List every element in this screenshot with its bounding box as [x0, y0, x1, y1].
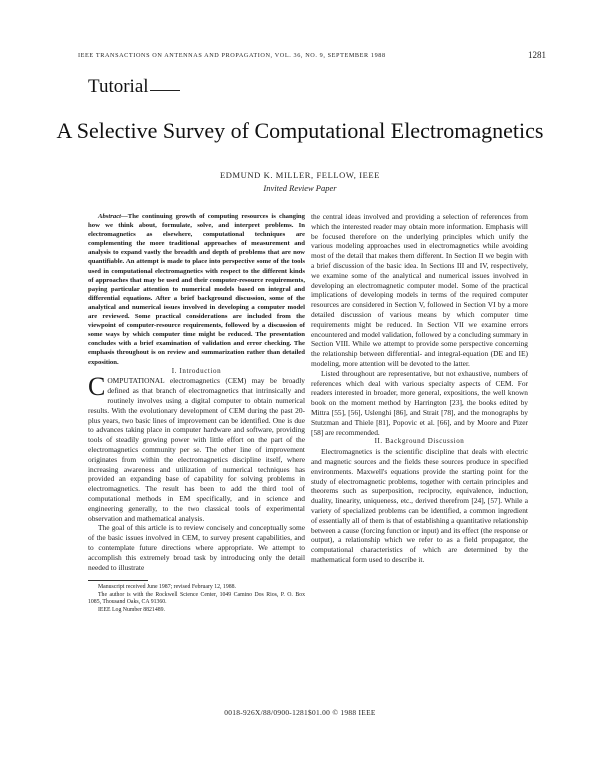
intro-paragraph-2: The goal of this article is to review concisely and conceptually some of the basic issues involved in CEM, to survey present capabilities, and to contemplate future directions where appropriate. We attempt to accomplish this extremely broad task by introducing only the detail needed to illustrate	[88, 523, 305, 572]
right-paragraph-2: Listed throughout are representative, but not exhaustive, numbers of references which deal with various specialty aspects of CEM. For readers interested in broader, more general, expositions, the well known book on the moment method by Harrington [23], the books edited by Mittra [55], [56], Uslenghi [86], and Strait [78], and the monographs by Stutzman and Thiele [81], Popovic et al. [66], and by Moore and Pizer [58] are recommended.	[311, 368, 528, 437]
footnote-rule	[88, 580, 148, 581]
intro-paragraph-1	[88, 372, 305, 523]
intro-paragraph-1-text: OMPUTATIONAL electromagnetics (CEM) may be broadly defined as that branch of electromagnetics that intrinsically and routinely involves using a digital computer to obtain numerical results. With the evolutionary development of CEM during the past 20-plus years, two basic lines of improvement can be identified. One is due to advances taking place in computer hardware and software, providing tools of steadily growing power with little effort on the part of the electromagnetics community per se. The other line of improvement originates from within the electromagnetics discipline itself, where increasing awareness and utilization of numerical techniques has provided an expanding base of capability for solving problems in electromagnetics. The result has been to add the third tool of computational methods in EM specifically, and in science and engineering generally, to the two classical tools of experimental observation and mathematical analysis.	[88, 376, 305, 523]
right-column	[311, 212, 528, 565]
left-column	[88, 212, 305, 614]
intro-heading: I. Introduction	[171, 366, 222, 375]
page-number: 1281	[528, 50, 546, 60]
right-paragraph-1: the central ideas involved and providing a selection of references from which the interested reader may obtain more information. Emphasis will be focused therefore on the underlying principles which unify the various modeling approaches used in electromagnetics while avoiding most of the detail that makes them different. In Section II we begin with a brief discussion of the basic idea. In Sections III and IV, respectively, we examine some of the analytical and numerical issues involved in developing an electromagnetic computer model. Some of the practical implications of developing models in terms of the required computer resources are considered in Section V, followed in Section VI by a more detailed discussion of various means by which computer time requirements might be reduced. In Section VII we examine errors encountered and model validation, followed by a concluding summary in Section VIII. While we attempt to provide some perspective concerning the relationship between differential- and integral-equation (DE and IE) modeling, more attention will be devoted to the latter.	[311, 212, 528, 368]
section-label: Tutorial	[88, 76, 149, 97]
copyright-line: 0018-926X/88/0900-1281$01.00 © 1988 IEEE	[224, 708, 376, 717]
footnote-log-number: IEEE Log Number 8821489.	[98, 606, 165, 613]
background-heading: II. Background Discussion	[374, 437, 465, 446]
footnote-affiliation: The author is with the Rockwell Science Center, 1049 Camino Dos Rios, P. O. Box 1085, Thousand Oaks, CA 91360.	[88, 591, 305, 606]
running-head: IEEE TRANSACTIONS ON ANTENNAS AND PROPAGATION, VOL. 36, NO. 9, SEPTEMBER 1988	[78, 52, 386, 59]
paper-type: Invited Review Paper	[263, 183, 337, 193]
section-rule	[150, 90, 180, 91]
abstract	[88, 212, 305, 367]
drop-cap: C	[88, 372, 106, 402]
author-line: EDMUND K. MILLER, FELLOW, IEEE	[219, 170, 381, 180]
abstract-text: —The continuing growth of computing resources is changing how we think about, formulate, solve, and interpret problems. In electromagnetics as elsewhere, computational techniques are complementing the more traditional approaches of measurement and analysis to expand vastly the breadth and depth of problems that are now quantifiable. An attempt is made to place into perspective some of the tools used in computational electromagnetics with respect to the different kinds of approaches that may be used and their computer-resource requirements, paying particular attention to numerical models based on integral and differential equations. After a brief background discussion, some of the analytical and numerical issues involved in developing a computer model are reviewed. Some practical considerations are included from the viewpoint of computer-resource requirements, followed by a discussion of some ways by which computer time might be reduced. The presentation concludes with a brief examination of validation and error checking. The emphasis throughout is on review and summarization rather than detailed exposition.	[88, 213, 305, 366]
right-paragraph-3: Electromagnetics is the scientific discipline that deals with electric and magnetic sources and the fields these sources produce in specified environments. Maxwell's equations provide the starting point for the study of electromagnetic problems, together with certain principles and theorems such as superposition, reciprocity, equivalence, induction, duality, linearity, uniqueness, etc., derived therefrom [24], [57]. While a variety of specialized problems can be identified, a common ingredient of essentially all of them is that of establishing a quantitative relationship between a cause (forcing function or input) and its effect (the response or output), a relationship which we refer to as a field propagator, the computational characteristics of which are determined by the mathematical form used to describe it.	[311, 447, 528, 564]
footnote-received: Manuscript received June 1987; revised February 12, 1988.	[98, 584, 236, 591]
abstract-label: Abstract	[98, 213, 122, 220]
paper-title: A Selective Survey of Computational Electromagnetics	[56, 118, 544, 143]
